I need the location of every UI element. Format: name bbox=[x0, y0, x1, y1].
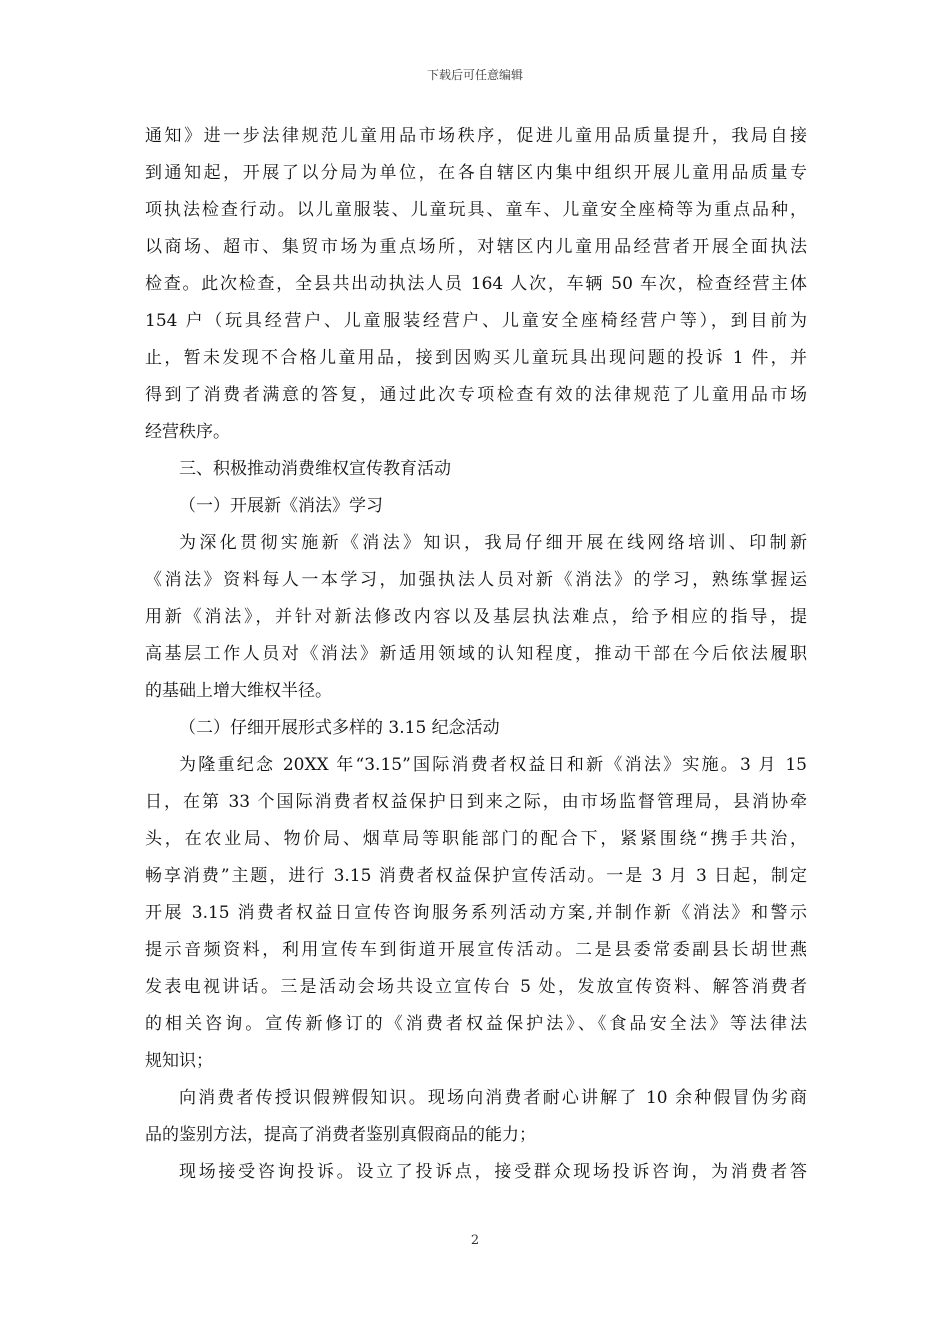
page-number: 2 bbox=[470, 1233, 480, 1248]
text-line: 得到了消费者满意的答复，通过此次专项检查有效的法律规范了儿童用品市场 bbox=[145, 385, 807, 405]
document-body bbox=[145, 118, 807, 1191]
text-line: 为深化贯彻实施新《消法》知识，我局仔细开展在线网络培训、印制新 bbox=[179, 533, 807, 553]
text-line: 检查。此次检查，全县共出动执法人员 164 人次，车辆 50 车次，检查经营主体 bbox=[145, 274, 807, 294]
text-line: 开展 3.15 消费者权益日宣传咨询服务系列活动方案,并制作新《消法》和警示 bbox=[145, 903, 807, 923]
text-line: 经营秩序。 bbox=[145, 422, 230, 442]
text-line: 以商场、超市、集贸市场为重点场所，对辖区内儿童用品经营者开展全面执法 bbox=[145, 237, 807, 257]
text-line: 现场接受咨询投诉。设立了投诉点，接受群众现场投诉咨询，为消费者答 bbox=[179, 1162, 807, 1182]
text-line: 发表电视讲话。三是活动会场共设立宣传台 5 处，发放宣传资料、解答消费者 bbox=[145, 977, 807, 997]
text-line: 规知识； bbox=[145, 1051, 213, 1071]
text-line: 畅享消费”主题，进行 3.15 消费者权益保护宣传活动。一是 3 月 3 日起，制定 bbox=[145, 866, 807, 886]
section-heading: 三、积极推动消费维权宣传教育活动 bbox=[179, 459, 451, 479]
text-line: 止，暂未发现不合格儿童用品，接到因购买儿童玩具出现问题的投诉 1 件，并 bbox=[145, 348, 807, 368]
text-line: 高基层工作人员对《消法》新适用领域的认知程度，推动干部在今后依法履职 bbox=[145, 644, 807, 664]
text-line: 的基础上增大维权半径。 bbox=[145, 681, 332, 701]
text-line: 向消费者传授识假辨假知识。现场向消费者耐心讲解了 10 余种假冒伪劣商 bbox=[179, 1088, 807, 1108]
text-line: 品的鉴别方法，提高了消费者鉴别真假商品的能力； bbox=[145, 1125, 536, 1145]
text-line: 154 户（玩具经营户、儿童服装经营户、儿童安全座椅经营户等），到目前为 bbox=[145, 311, 807, 331]
text-line: 提示音频资料，利用宣传车到街道开展宣传活动。二是县委常委副县长胡世燕 bbox=[145, 940, 807, 960]
text-line: 为隆重纪念 20XX 年“3.15”国际消费者权益日和新《消法》实施。3 月 15 bbox=[179, 755, 807, 775]
text-line: 到通知起，开展了以分局为单位，在各自辖区内集中组织开展儿童用品质量专 bbox=[145, 163, 807, 183]
text-line: 的相关咨询。宣传新修订的《消费者权益保护法》、《食品安全法》等法律法 bbox=[145, 1014, 807, 1034]
subsection-heading: （一）开展新《消法》学习 bbox=[179, 496, 383, 516]
text-line: 头，在农业局、物价局、烟草局等职能部门的配合下，紧紧围绕“携手共治， bbox=[145, 829, 807, 849]
text-line: 用新《消法》，并针对新法修改内容以及基层执法难点，给予相应的指导，提 bbox=[145, 607, 807, 627]
subsection-heading: （二）仔细开展形式多样的 3.15 纪念活动 bbox=[179, 718, 500, 738]
text-line: 《消法》资料每人一本学习，加强执法人员对新《消法》的学习，熟练掌握运 bbox=[145, 570, 807, 590]
text-line: 日，在第 33 个国际消费者权益保护日到来之际，由市场监督管理局，县消协牵 bbox=[145, 792, 807, 812]
text-line: 通知》进一步法律规范儿童用品市场秩序，促进儿童用品质量提升，我局自接 bbox=[145, 126, 807, 146]
page-header: 下载后可任意编辑 bbox=[426, 68, 523, 82]
text-line: 项执法检查行动。以儿童服装、儿童玩具、童车、儿童安全座椅等为重点品种， bbox=[145, 200, 807, 220]
